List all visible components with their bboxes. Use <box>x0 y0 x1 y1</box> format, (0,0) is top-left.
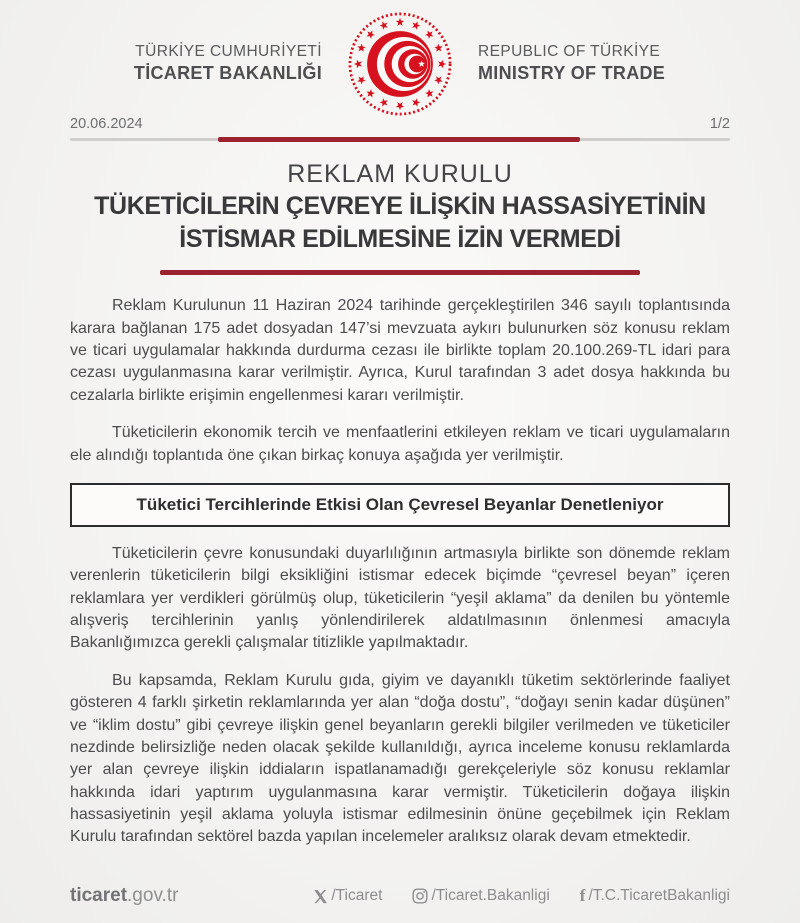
header-right-line2: MINISTRY OF TRADE <box>478 63 666 84</box>
header-divider-red-segment <box>218 137 580 142</box>
page-indicator: 1/2 <box>709 116 730 132</box>
paragraph-3: Tüketicilerin çevre konusundaki duyarlılığının artmasıyla birlikte son dönemde reklam verenlerin tüketicilerin bilgi eksikliğini istismar edecek biçimde “çevresel beyan” içeren reklamlara yer verdikleri görülmüş olup, tüketicilerin “yeşil aklama” da denilen bu yöntemle alışveriş tercihlerinin yanlış yönlendirilerek aldatılmasının önlenmesi amacıyla Bakanlığımızca gerekli çalışmalar titizlikle yapılmaktadır. <box>70 544 730 652</box>
website-bold-part: ticaret <box>70 885 128 906</box>
meta-row <box>70 116 730 132</box>
website-link[interactable] <box>70 885 178 907</box>
facebook-handle[interactable] <box>580 886 730 906</box>
paragraph-2: Tüketicilerin ekonomik tercih ve menfaatlerini etkileyen reklam ve ticari uygulamaların ele alındığı toplantıda öne çıkan birkaç konuya aşağıda yer verilmiştir. <box>70 424 730 464</box>
instagram-handle-label: /Ticaret.Bakanligi <box>431 887 550 904</box>
paragraph-1: Reklam Kurulunun 11 Haziran 2024 tarihinde gerçekleştirilen 346 sayılı toplantısında karara bağlanan 175 adet dosyadan 147’si mevzuata aykırı bulunurken söz konusu reklam ve ticari uygulamalar hakkında durdurma cezası ile birlikte toplam 20.100.269-TL idari para cezası uygulanmasına karar verilmiştir. Ayrıca, Kurul tarafından 3 adet dosya hakkında bu cezalarla birlikte erişimin engellenmesi kararı verilmiştir. <box>70 297 730 404</box>
header-title-turkish <box>74 42 322 86</box>
social-links <box>313 886 730 906</box>
header-left-line1: TÜRKİYE CUMHURİYETİ <box>135 43 322 61</box>
ministry-of-trade-emblem-icon <box>346 10 454 118</box>
title-line-2: İSTİSMAR EDİLMESİNE İZİN VERMEDİ <box>179 225 621 254</box>
header-title-english <box>478 42 726 86</box>
header <box>0 0 800 118</box>
website-rest-part: .gov.tr <box>127 885 179 906</box>
date-label: 20.06.2024 <box>70 116 143 132</box>
facebook-handle-label: /T.C.TicaretBakanligi <box>588 887 730 904</box>
body-text <box>70 295 730 849</box>
facebook-icon: f <box>579 886 586 905</box>
footer <box>70 885 730 907</box>
title-block <box>0 159 800 256</box>
title-kicker: REKLAM KURULU <box>287 160 513 188</box>
title-underline <box>160 270 640 275</box>
instagram-handle[interactable] <box>412 887 549 905</box>
x-handle-label: /Ticaret <box>331 887 383 904</box>
x-twitter-handle[interactable] <box>313 887 382 905</box>
header-divider <box>70 138 730 141</box>
instagram-icon <box>412 888 428 904</box>
title-line-1: TÜKETİCİLERİN ÇEVREYE İLİŞKİN HASSASİYETİNİN <box>94 192 706 221</box>
paragraph-4: Bu kapsamda, Reklam Kurulu gıda, giyim ve dayanıklı tüketim sektörlerinde faaliyet gösteren 4 farklı şirketin reklamlarında yer alan “doğa dostu”, “doğayı senin kadar düşünen” ve “iklim dostu” gibi çevreye ilişkin genel beyanların gerekli bilgiler verilmeden ve tüketiciler nezdinde belirsizliğe neden olacak şekilde kullanıldığı, ayrıca inceleme konusu reklamlarda yer alan çevreye ilişkin iddiaların ispatlanamadığı gerekçeleriyle söz konusu reklamlar hakkında idari yaptırım uygulanmasına karar vermiştir. Tüketicilerin doğaya ilişkin hassasiyetinin yeşil aklama yoluyla istismar edilmesinin önüne geçebilmek için Reklam Kurulu tarafından sektörel bazda yapılan incelemeler aralıksız olarak devam etmektedir. <box>70 671 730 846</box>
x-icon <box>313 889 328 904</box>
header-left-line2: TİCARET BAKANLIĞI <box>133 63 322 84</box>
header-right-line1: REPUBLIC OF TÜRKİYE <box>478 43 661 61</box>
section-heading: Tüketici Tercihlerinde Etkisi Olan Çevresel Beyanlar Denetleniyor <box>136 494 664 514</box>
section-heading-box <box>70 483 730 527</box>
